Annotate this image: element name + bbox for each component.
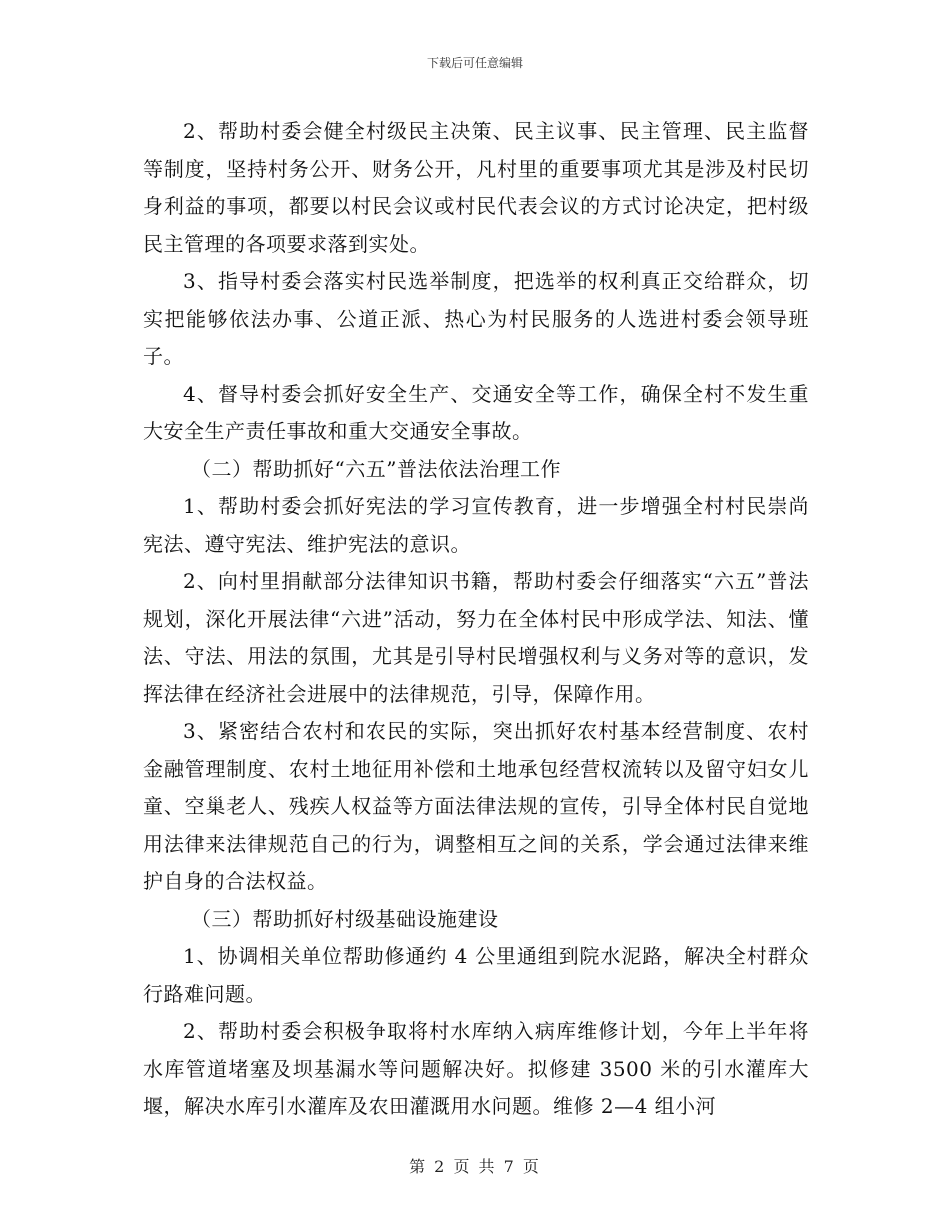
- paragraph: 3、紧密结合农村和农民的实际，突出抓好农村基本经营制度、农村金融管理制度、农村土地征用补偿和土地承包经营权流转以及留守妇女儿童、空巢老人、残疾人权益等方面法律法规的宣传，引导全体村民自觉地用法律来法律规范自己的行为，调整相互之间的关系，学会通过法律来维护自身的合法权益。: [143, 719, 809, 893]
- paragraph: 1、协调相关单位帮助修通约 4 公里通组到院水泥路，解决全村群众行路难问题。: [143, 944, 809, 1006]
- document-body: [143, 113, 809, 1126]
- paragraph: 2、帮助村委会积极争取将村水库纳入病库维修计划，今年上半年将水库管道堵塞及坝基漏水等问题解决好。拟修建 3500 米的引水灌库大堰，解决水库引水灌库及农田灌溉用水问题。维修 2—4 组小河: [143, 1019, 809, 1118]
- page-footer: 第 2 页 共 7 页: [409, 1157, 541, 1176]
- page-header: 下载后可任意编辑: [426, 56, 523, 70]
- paragraph: 3、指导村委会落实村民选举制度，把选举的权利真正交给群众，切实把能够依法办事、公道正派、热心为村民服务的人选进村委会领导班子。: [143, 269, 809, 368]
- section-heading: （二）帮助抓好“六五”普法依法治理工作: [191, 456, 561, 481]
- paragraph: 2、向村里捐献部分法律知识书籍，帮助村委会仔细落实“六五”普法规划，深化开展法律“六进”活动，努力在全体村民中形成学法、知法、懂法、守法、用法的氛围，尤其是引导村民增强权利与义务对等的意识，发挥法律在经济社会进展中的法律规范，引导，保障作用。: [143, 569, 809, 706]
- paragraph: 2、帮助村委会健全村级民主决策、民主议事、民主管理、民主监督等制度，坚持村务公开、财务公开，凡村里的重要事项尤其是涉及村民切身利益的事项，都要以村民会议或村民代表会议的方式讨论决定，把村级民主管理的各项要求落到实处。: [143, 119, 809, 256]
- section-heading: （三）帮助抓好村级基础设施建设: [191, 906, 499, 931]
- paragraph: 1、帮助村委会抓好宪法的学习宣传教育，进一步增强全村村民崇尚宪法、遵守宪法、维护宪法的意识。: [143, 494, 809, 556]
- paragraph: 4、督导村委会抓好安全生产、交通安全等工作，确保全村不发生重大安全生产责任事故和重大交通安全事故。: [143, 381, 809, 443]
